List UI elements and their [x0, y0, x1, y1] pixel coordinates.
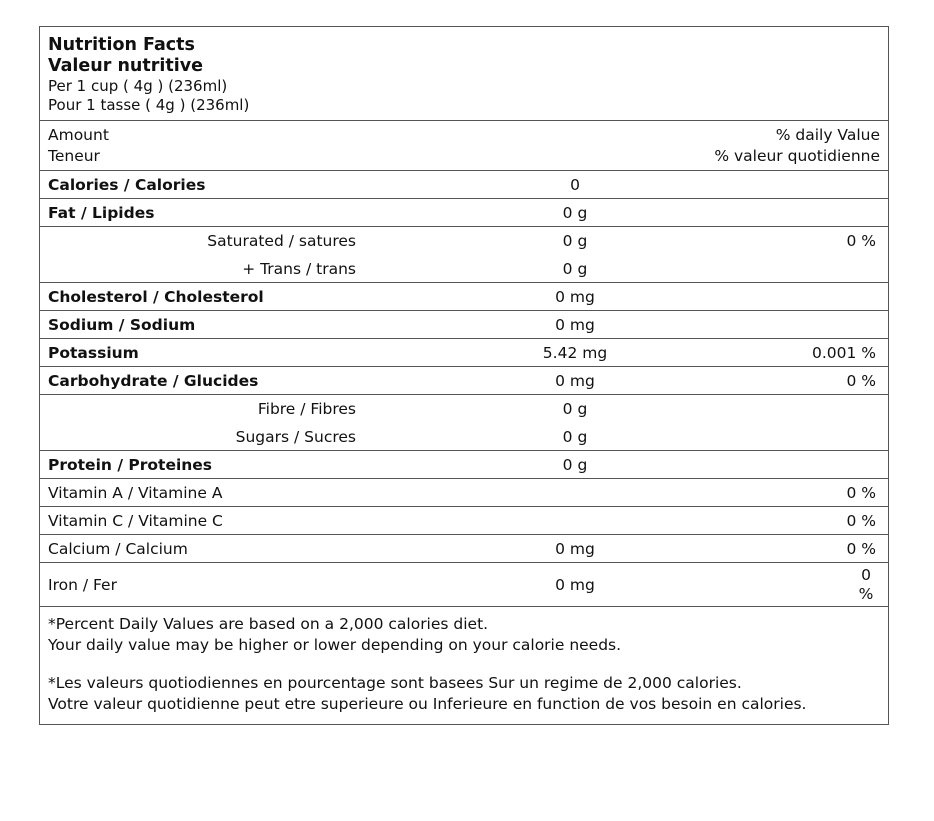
nutrient-amount: 0 g	[562, 400, 588, 418]
serving-size-en: Per 1 cup ( 4g ) (236ml)	[48, 77, 228, 95]
nutrient-amount: 0 g	[562, 232, 588, 250]
daily-value-header-en: % daily Value	[775, 126, 880, 144]
nutrient-label: Saturated / satures	[207, 232, 356, 250]
footnote-fr-line-1: *Les valeurs quotiodiennes en pourcentage sont basees Sur un regime de 2,000 calories.	[48, 674, 742, 692]
nutrient-row-fat	[40, 199, 888, 227]
nutrient-label: Cholesterol / Cholesterol	[48, 287, 264, 306]
daily-value-header	[714, 125, 880, 167]
nutrient-row-vitamin-c	[40, 507, 888, 535]
daily-value-header-fr: % valeur quotidienne	[714, 147, 880, 165]
nutrient-amount: 5.42 mg	[542, 343, 608, 362]
nutrient-label: Fibre / Fibres	[257, 400, 356, 418]
nutrient-label: Iron / Fer	[48, 575, 117, 594]
nutrient-amount: 0 g	[562, 455, 588, 474]
nutrient-amount: 0	[570, 175, 580, 194]
serving-size-fr: Pour 1 tasse ( 4g ) (236ml)	[48, 96, 250, 114]
nutrient-row-vitamin-a	[40, 479, 888, 507]
nutrient-daily-value: 0.001 %	[811, 343, 876, 362]
nutrient-label: Carbohydrate / Glucides	[48, 371, 259, 390]
nutrient-row-sugars	[40, 423, 888, 451]
nutrient-label: + Trans / trans	[242, 259, 356, 278]
nutrient-label: Calcium / Calcium	[48, 539, 188, 558]
nutrient-row-sodium	[40, 311, 888, 339]
nutrient-row-iron	[40, 563, 888, 607]
nutrient-label: Sodium / Sodium	[48, 315, 196, 334]
amount-header	[48, 125, 109, 167]
amount-header-fr: Teneur	[48, 147, 100, 165]
nutrient-row-saturated	[40, 227, 888, 255]
title-fr: Valeur nutritive	[48, 56, 203, 76]
nutrient-row-potassium	[40, 339, 888, 367]
nutrient-label: Sugars / Sucres	[235, 427, 356, 446]
nutrient-daily-value: 0 %	[846, 539, 876, 558]
nutrition-facts-panel	[39, 26, 889, 725]
nutrient-row-calcium	[40, 535, 888, 563]
nutrient-label: Vitamin C / Vitamine C	[48, 511, 223, 530]
nutrient-daily-value: 0 %	[846, 232, 876, 250]
footnotes	[40, 607, 888, 724]
title-en: Nutrition Facts	[48, 35, 195, 55]
nutrient-daily-value: 0 %	[846, 483, 876, 502]
amount-header-en: Amount	[48, 126, 109, 144]
footnote-en-line-2: Your daily value may be higher or lower depending on your calorie needs.	[48, 636, 622, 654]
nutrient-row-cholesterol	[40, 283, 888, 311]
nutrient-daily-value: 0 %	[846, 371, 876, 390]
nutrient-amount: 0 mg	[555, 539, 595, 558]
nutrient-row-calories	[40, 171, 888, 199]
nutrient-daily-value: 0 %	[858, 565, 874, 603]
footnote-en-line-1: *Percent Daily Values are based on a 2,000 calories diet.	[48, 615, 489, 633]
nutrient-label: Calories / Calories	[48, 175, 206, 194]
nutrient-label: Potassium	[48, 343, 139, 362]
nutrient-row-carbohydrate	[40, 367, 888, 395]
column-headers	[40, 121, 888, 171]
nutrient-label: Fat / Lipides	[48, 203, 155, 222]
footnote-fr-line-2: Votre valeur quotidienne peut etre superieure ou Inferieure en function de vos besoin en calories.	[48, 695, 807, 713]
nutrient-amount: 0 g	[562, 203, 588, 222]
footnote-spacer	[48, 656, 880, 673]
label-header	[40, 27, 888, 121]
nutrient-label: Vitamin A / Vitamine A	[48, 483, 223, 502]
nutrient-row-protein	[40, 451, 888, 479]
nutrient-amount: 0 mg	[555, 315, 595, 334]
nutrient-amount: 0 g	[562, 259, 588, 278]
nutrient-amount: 0 mg	[555, 371, 595, 390]
nutrient-row-trans	[40, 255, 888, 283]
nutrient-row-fibre	[40, 395, 888, 423]
nutrient-amount: 0 mg	[555, 575, 595, 594]
nutrient-daily-value: 0 %	[846, 511, 876, 530]
nutrient-amount: 0 mg	[555, 287, 595, 306]
nutrient-label: Protein / Proteines	[48, 455, 213, 474]
nutrient-amount: 0 g	[562, 427, 588, 446]
